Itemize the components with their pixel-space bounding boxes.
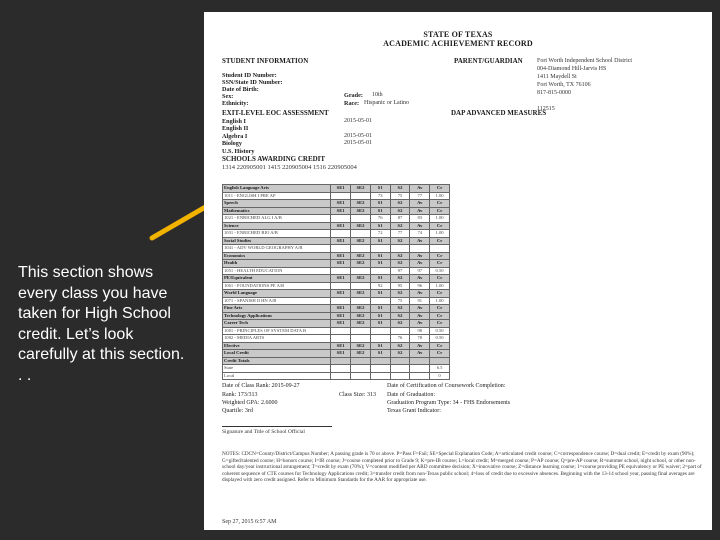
course-row (223, 215, 450, 223)
grade-cell: 1.00 (430, 215, 450, 223)
grade-cell: Av (410, 185, 430, 193)
course-name-cell: Technology Applications (223, 312, 331, 320)
grade-cell: S2 (390, 200, 410, 208)
eoc-name: English I (222, 118, 246, 125)
grade-cell (370, 297, 390, 305)
grade-cell: 76 (390, 335, 410, 343)
grade-cell: S1 (370, 252, 390, 260)
grade-cell: 77 (390, 230, 410, 238)
grade-cell (351, 365, 371, 373)
address-line (537, 97, 632, 105)
course-name-cell: Social Studies (223, 237, 331, 245)
grade-cell: 96 (410, 282, 430, 290)
grade-cell (351, 192, 371, 200)
grade-cell (410, 357, 430, 365)
grade-cell: 95 (390, 282, 410, 290)
subject-header-row (223, 350, 450, 358)
course-name-cell: 1051 - HEALTH EDUCATION (223, 267, 331, 275)
course-name-cell: 1081 - PRINCIPLES OF SYSTEM DATA B (223, 327, 331, 335)
student-info-heading: STUDENT INFORMATION (222, 57, 309, 65)
grade-cell: Av (410, 320, 430, 328)
grade-cell (370, 245, 390, 253)
course-name-cell: 1071 - SPANISH II HN A/B (223, 297, 331, 305)
grade-cell: SE1 (331, 237, 351, 245)
course-name-cell: 1061 - FOUNDATIONS PE A/B (223, 282, 331, 290)
grade-cell: S1 (370, 320, 390, 328)
grade-cell: 1.00 (430, 192, 450, 200)
grade-cell: 87 (390, 215, 410, 223)
grade-cell: S1 (370, 312, 390, 320)
cert-date: Date of Certification of Coursework Completion: (387, 383, 506, 389)
course-name-cell: Fine Arts (223, 305, 331, 313)
grade-cell: S2 (390, 320, 410, 328)
course-name-cell: 1011 - ENGLISH I PRE AP (223, 192, 331, 200)
subject-header-row (223, 207, 450, 215)
grade-cell: S1 (370, 342, 390, 350)
grade-cell: SE2 (351, 185, 371, 193)
grade-cell (370, 357, 390, 365)
grade-cell: 91 (410, 297, 430, 305)
schools-awarding-heading: SCHOOLS AWARDING CREDIT (222, 155, 326, 163)
grade-cell: 74 (410, 230, 430, 238)
grade-cell: 72 (370, 230, 390, 238)
grade-cell: 83 (410, 215, 430, 223)
grade-cell: Cr (430, 312, 450, 320)
course-name-cell: Health (223, 260, 331, 268)
course-row (223, 267, 450, 275)
grade-cell: Av (410, 350, 430, 358)
grade-cell: Cr (430, 252, 450, 260)
grade-cell (331, 335, 351, 343)
grade-cell: S2 (390, 222, 410, 230)
grade-cell: SE1 (331, 260, 351, 268)
course-name-cell: 1041 - ADV WORLD GEOGRAPHY A/B (223, 245, 331, 253)
eoc-name: English II (222, 125, 249, 132)
grade-cell (331, 267, 351, 275)
grade-cell: 77 (410, 192, 430, 200)
grade-cell: Av (410, 275, 430, 283)
subject-header-row (223, 237, 450, 245)
grade-cell: SE1 (331, 222, 351, 230)
grade-cell: SE1 (331, 350, 351, 358)
grade-cell: Cr (430, 200, 450, 208)
course-name-cell: Local Credit (223, 350, 331, 358)
grade-cell: 75 (390, 297, 410, 305)
grade-cell: Av (410, 207, 430, 215)
signature-line (222, 426, 332, 427)
grade-cell: Cr (430, 342, 450, 350)
grade-cell (351, 215, 371, 223)
course-name-cell: Career Tech (223, 320, 331, 328)
subject-header-row (223, 200, 450, 208)
doc-title-record: ACADEMIC ACHIEVEMENT RECORD (383, 39, 533, 48)
grade-cell: SE2 (351, 312, 371, 320)
course-row (223, 282, 450, 290)
course-row (223, 335, 450, 343)
grade-cell (351, 230, 371, 238)
grade-cell: S2 (390, 237, 410, 245)
grade-cell: SE2 (351, 350, 371, 358)
subject-header-row (223, 275, 450, 283)
grade-cell: SE1 (331, 275, 351, 283)
grade-cell (370, 327, 390, 335)
grade-cell (390, 245, 410, 253)
course-row (223, 372, 450, 380)
grade-cell: S2 (390, 342, 410, 350)
grade-cell: SE1 (331, 200, 351, 208)
rank: Rank: 173/313 (222, 392, 258, 398)
grade-cell: Cr (430, 237, 450, 245)
grade-cell: S1 (370, 207, 390, 215)
grade-cell: SE1 (331, 342, 351, 350)
grade-cell (410, 365, 430, 373)
grade-cell (390, 327, 410, 335)
grade-cell: S2 (390, 260, 410, 268)
grade-cell: 0.50 (430, 327, 450, 335)
grade-cell: Av (410, 305, 430, 313)
course-row (223, 327, 450, 335)
grade-cell (410, 372, 430, 380)
grade-cell (390, 365, 410, 373)
grade-cell: S1 (370, 222, 390, 230)
grade-cell (351, 282, 371, 290)
eoc-date: 2015-05-01 (344, 118, 372, 124)
grade-cell (390, 372, 410, 380)
grade-cell: Cr (430, 320, 450, 328)
course-name-cell: English Language Arts (223, 185, 331, 193)
grade-cell: S1 (370, 237, 390, 245)
course-name-cell: Mathematics (223, 207, 331, 215)
grade-cell (390, 357, 410, 365)
course-name-cell: 1031 - ENRICHED BIO A/B (223, 230, 331, 238)
field-ssn: SSN/State ID Number: (222, 79, 283, 86)
signature-label: Signature and Title of School Official (222, 429, 305, 435)
grade-cell: SE2 (351, 275, 371, 283)
race-label: Race: (344, 100, 360, 107)
schools-line: 1314 220905001 1415 220905004 1516 220905004 (222, 164, 357, 171)
address-line: Fort Worth, TX 76106 (537, 82, 591, 88)
grade-cell: S1 (370, 200, 390, 208)
grade-cell: S2 (390, 312, 410, 320)
subject-header-row (223, 357, 450, 365)
course-name-cell: Credit Totals (223, 357, 331, 365)
grade-cell: 98 (410, 327, 430, 335)
grade-cell: 97 (390, 267, 410, 275)
grade-cell: 1.00 (430, 282, 450, 290)
course-name-cell: Science (223, 222, 331, 230)
grade-cell: 75 (390, 192, 410, 200)
grade-cell: 78 (410, 335, 430, 343)
field-ethnicity: Ethnicity: (222, 100, 249, 107)
grade-cell: SE1 (331, 290, 351, 298)
grade-cell: S2 (390, 275, 410, 283)
grade-cell: SE1 (331, 207, 351, 215)
address-line: 817-815-0000 (537, 90, 571, 96)
grade-cell: Av (410, 237, 430, 245)
grade-cell: 97 (410, 267, 430, 275)
grade-cell: S1 (370, 290, 390, 298)
grade-cell (331, 282, 351, 290)
grade-cell: SE1 (331, 305, 351, 313)
grade-cell: 73 (370, 192, 390, 200)
grade-cell: S2 (390, 185, 410, 193)
eoc-date: 2015-05-01 (344, 133, 372, 139)
doc-title-state: STATE OF TEXAS (423, 30, 493, 39)
grade-cell: 6.5 (430, 365, 450, 373)
course-name-cell: 1082 - MEDIA ARTS (223, 335, 331, 343)
grade-cell: Cr (430, 275, 450, 283)
course-name-cell: State (223, 365, 331, 373)
grade-cell: S1 (370, 260, 390, 268)
grade-cell (370, 335, 390, 343)
class-rank-date: Date of Class Rank: 2015-09-27 (222, 383, 300, 389)
grade-cell: Cr (430, 305, 450, 313)
parent-guardian-heading: PARENT/GUARDIAN (454, 57, 523, 65)
grade-cell (351, 267, 371, 275)
grade-cell (410, 245, 430, 253)
grade-cell: SE1 (331, 312, 351, 320)
grade-cell (331, 245, 351, 253)
subject-header-row (223, 290, 450, 298)
grade-cell (331, 372, 351, 380)
academic-achievement-record (204, 12, 712, 530)
exit-level-heading: EXIT-LEVEL EOC ASSESSMENT (222, 109, 329, 117)
grade-cell: S1 (370, 275, 390, 283)
eoc-name: Biology (222, 140, 242, 147)
course-name-cell: Speech (223, 200, 331, 208)
subject-header-row (223, 185, 450, 193)
grade-cell: SE2 (351, 237, 371, 245)
course-row (223, 297, 450, 305)
grade-cell: S2 (390, 252, 410, 260)
grade-cell: 0.50 (430, 267, 450, 275)
grade-cell: S2 (390, 207, 410, 215)
course-row (223, 365, 450, 373)
grade-cell (351, 372, 371, 380)
subject-header-row (223, 260, 450, 268)
grade-cell (351, 327, 371, 335)
weighted-gpa: Weighted GPA: 2.6000 (222, 400, 278, 406)
grade-cell: Cr (430, 260, 450, 268)
grade-cell: S1 (370, 350, 390, 358)
grade-cell: S2 (390, 305, 410, 313)
course-row (223, 245, 450, 253)
grade-cell (331, 297, 351, 305)
field-dob: Date of Birth: (222, 86, 259, 93)
grade-cell (331, 230, 351, 238)
grade-cell: S1 (370, 305, 390, 313)
grade-cell (370, 267, 390, 275)
grade-cell: SE2 (351, 207, 371, 215)
grade-cell (430, 245, 450, 253)
grade-cell: 92 (370, 282, 390, 290)
eoc-name: U.S. History (222, 148, 255, 155)
grade-cell: 0.50 (430, 335, 450, 343)
grade-cell: 0 (430, 372, 450, 380)
grade-cell: Av (410, 342, 430, 350)
footer-date: Sep 27, 2015 6:57 AM (222, 519, 277, 525)
grade-cell: Av (410, 252, 430, 260)
grade-cell: Cr (430, 185, 450, 193)
course-name-cell: 1021 - ENRICHED ALG I A/B (223, 215, 331, 223)
eoc-name: Algebra I (222, 133, 248, 140)
subject-header-row (223, 312, 450, 320)
grade-cell: Av (410, 312, 430, 320)
grade-cell: SE2 (351, 342, 371, 350)
grade-cell (331, 192, 351, 200)
grade-cell (331, 215, 351, 223)
address-line: Fort Worth Independent School District (537, 58, 633, 64)
grade-cell: Cr (430, 290, 450, 298)
grade-cell: Cr (430, 207, 450, 215)
grade-cell (351, 335, 371, 343)
field-student-id: Student ID Number: (222, 72, 277, 79)
quartile: Quartile: 3rd (222, 408, 253, 414)
grant-indicator: Texas Grant Indicator: (387, 408, 441, 414)
grade-cell (370, 372, 390, 380)
grade-cell (351, 357, 371, 365)
grade-cell: Av (410, 290, 430, 298)
grade-cell (331, 327, 351, 335)
course-table (222, 184, 450, 380)
grade-cell (351, 245, 371, 253)
grade-label: Grade: (344, 92, 363, 99)
subject-header-row (223, 252, 450, 260)
eoc-date: 2015-05-01 (344, 140, 372, 146)
grade-cell: SE2 (351, 222, 371, 230)
caption-text: This section shows every class you have taken for High School credit. Let’s look carefully at this section. . . (18, 264, 185, 384)
grade-cell: Cr (430, 350, 450, 358)
notes-text: NOTES: CDCN=County/District/Campus Number; A passing grade is 70 or above. P=Pass F=Fail; SE=Special Explanation Code; A=articulated credit course; C=correspondence course; D=dual credit; E=credit by exam (90%); G=gifted/talented course; H=honors course; I=IB course; J=course completed prior to Grade 9; K=pre-IB course; L=local credit; M=merged course; P=AP course; Q=pre-AP course; R=summer school, night school, or other non-school day/year instructional arrangement; T=credit by exam (70%); V=content modified per ARD committee decision; X=innovative course; Z=distance learning course; 1=course providing PE equivalency or PE waiver; 2=part of coherent sequence of CTE courses for Technology Applications credit; 3=transfer credit from non-Texas public school; 4=loss of credit due to excessive absences. Beginning with the 13-14 school year, passing final averages are displayed with zero credit assigned. Refer to Minimum Standards for the AAR for appropriate use. (222, 451, 702, 484)
course-row (223, 192, 450, 200)
grade-cell (331, 365, 351, 373)
grade-cell (370, 365, 390, 373)
school-address (537, 57, 632, 113)
grade-cell: SE1 (331, 185, 351, 193)
grade-cell: S2 (390, 350, 410, 358)
grade-cell: SE2 (351, 320, 371, 328)
course-name-cell: Local (223, 372, 331, 380)
grade-cell: 1.00 (430, 230, 450, 238)
course-name-cell: World Language (223, 290, 331, 298)
class-size: Class Size: 313 (339, 392, 376, 398)
grade-cell: Av (410, 222, 430, 230)
address-line: 1411 Maydell St (537, 74, 577, 80)
grade-cell: SE2 (351, 200, 371, 208)
course-name-cell: Economics (223, 252, 331, 260)
grade-cell: SE2 (351, 305, 371, 313)
subject-header-row (223, 320, 450, 328)
grade-cell: SE2 (351, 260, 371, 268)
address-line: 112515 (537, 106, 555, 112)
grade-cell: Cr (430, 222, 450, 230)
grad-date: Date of Graduation: (387, 392, 435, 398)
grade-cell (351, 297, 371, 305)
subject-header-row (223, 222, 450, 230)
grade-cell: SE2 (351, 252, 371, 260)
grade-cell: 76 (370, 215, 390, 223)
race-value: Hispanic or Latino (364, 100, 409, 106)
grade-cell: 1.00 (430, 297, 450, 305)
grade-cell (430, 357, 450, 365)
grade-cell: Av (410, 260, 430, 268)
grade-cell: S1 (370, 185, 390, 193)
course-name-cell: PE/Equivalent (223, 275, 331, 283)
grade-cell: Av (410, 200, 430, 208)
grade-cell: S2 (390, 290, 410, 298)
grade-cell: SE1 (331, 252, 351, 260)
dap-heading: DAP ADVANCED MEASURES (451, 109, 547, 117)
grade-value: 10th (372, 92, 383, 98)
course-row (223, 230, 450, 238)
grade-cell: SE1 (331, 320, 351, 328)
subject-header-row (223, 342, 450, 350)
field-sex: Sex: (222, 93, 234, 100)
address-line: 004-Diamond Hill-Jarvis HS (537, 66, 607, 72)
grade-cell: SE2 (351, 290, 371, 298)
course-name-cell: Elective (223, 342, 331, 350)
subject-header-row (223, 305, 450, 313)
grad-program: Graduation Program Type: 34 - FHS Endorsements (387, 400, 511, 406)
grade-cell (331, 357, 351, 365)
